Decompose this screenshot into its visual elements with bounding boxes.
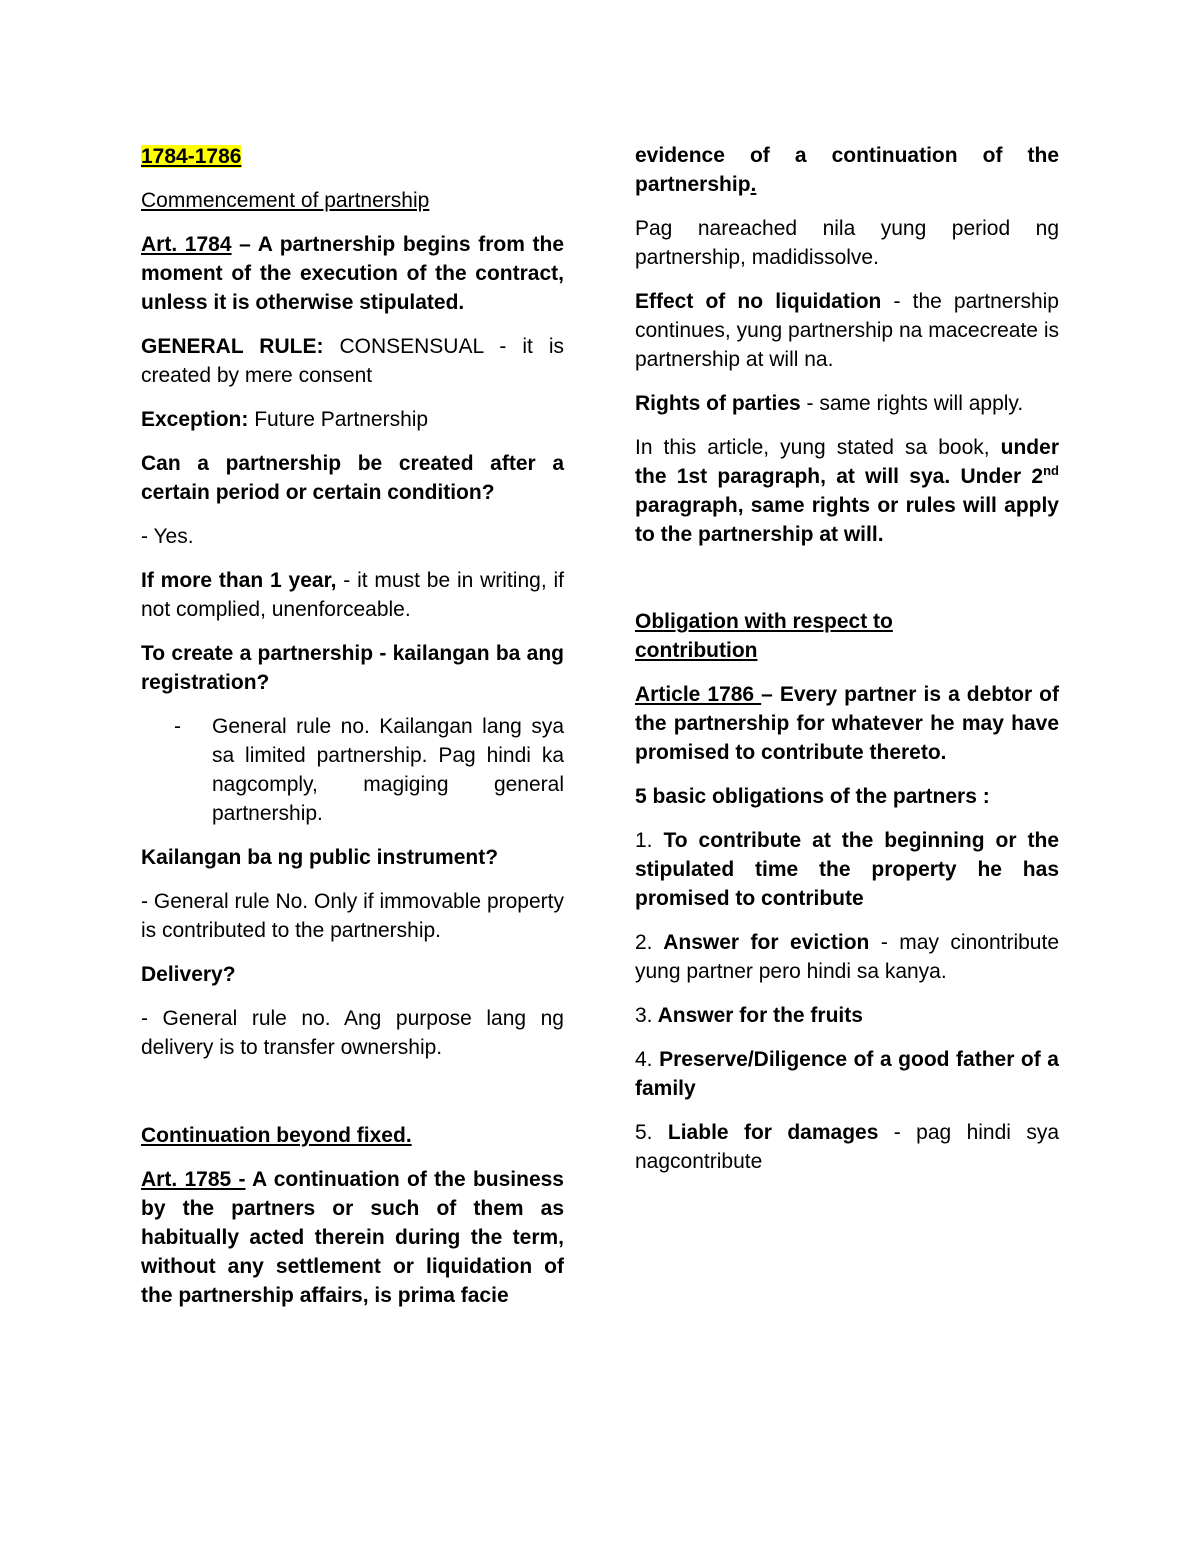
rights-of-parties xyxy=(635,389,1059,418)
article-explanation-bold-2: paragraph, same rights or rules will apply to the partnership at will. xyxy=(635,494,1059,546)
answer-period: - Yes. xyxy=(141,525,194,548)
article-1786-text: – Every partner is a debtor of the partnership for whatever he may have promised to contribute thereto. xyxy=(635,683,1059,764)
exception xyxy=(141,405,564,434)
obligation-label: Answer for the fruits xyxy=(652,1004,863,1027)
exception-text: Future Partnership xyxy=(248,408,429,431)
obligation-text: To contribute at the beginning or the stipulated time the property he has promised to contribute xyxy=(635,829,1059,910)
more-than-year-text: - it must be in writing, if not complied, unenforceable. xyxy=(141,569,564,621)
question-registration: To create a partnership - kailangan ba ang registration? xyxy=(141,642,564,694)
obligation-text: - may cinontribute yung partner pero hindi sa kanya. xyxy=(635,931,1059,983)
article-1785-period: . xyxy=(750,173,757,196)
general-rule-label: GENERAL RULE: xyxy=(141,335,324,358)
general-rule-text: CONSENSUAL - it is created by mere consent xyxy=(141,335,564,387)
article-explanation xyxy=(635,433,1059,549)
section-heading-commencement-text: Commencement of partnership xyxy=(141,189,430,212)
section-heading-obligation xyxy=(635,607,1059,665)
obligation-item-1 xyxy=(635,826,1059,913)
question-period: Can a partnership be created after a certain period or certain condition? xyxy=(141,452,564,504)
answer-registration-text: General rule no. Kailangan lang sya sa limited partnership. Pag hindi ka nagcomply, magiging general partnership. xyxy=(212,715,564,825)
rights-of-parties-label: Rights of parties xyxy=(635,392,801,415)
article-1785-continued xyxy=(635,141,1059,199)
ordinal-suffix: nd xyxy=(1043,463,1059,478)
exception-label: Exception: xyxy=(141,408,249,431)
obligation-item-3 xyxy=(635,1001,1059,1030)
obligation-number: 1. xyxy=(635,829,653,852)
basic-obligations-heading: 5 basic obligations of the partners : xyxy=(635,785,990,808)
section-heading-continuation xyxy=(141,1121,564,1150)
effect-no-liquidation-label: Effect of no liquidation xyxy=(635,290,882,313)
obligation-number: 4. xyxy=(635,1048,653,1071)
obligation-number: 3. xyxy=(635,1004,653,1027)
answer-public-instrument: - General rule No. Only if immovable property is contributed to the partnership. xyxy=(141,890,564,942)
obligation-label: Liable for damages xyxy=(652,1121,879,1144)
article-1784-label: Art. 1784 xyxy=(141,233,232,256)
article-1784-text: – A partnership begins from the moment of the execution of the contract, unless it is otherwise stipulated. xyxy=(141,233,565,314)
obligation-item-2 xyxy=(635,928,1059,986)
article-range-header xyxy=(141,142,564,171)
article-explanation-intro: In this article, yung stated sa book, xyxy=(635,436,1001,459)
pag-nareached: Pag nareached nila yung period ng partnership, madidissolve. xyxy=(635,217,1059,269)
question-delivery: Delivery? xyxy=(141,963,236,986)
general-rule xyxy=(141,332,564,390)
left-column xyxy=(141,142,564,1325)
question-public-instrument: Kailangan ba ng public instrument? xyxy=(141,846,499,869)
article-1785-continued-text: evidence of a continuation of the partnership xyxy=(635,144,1059,196)
obligation-label: Preserve/Diligence of a good father of a family xyxy=(635,1048,1059,1100)
section-heading-continuation-text: Continuation beyond fixed. xyxy=(141,1124,412,1147)
obligation-item-4 xyxy=(635,1045,1059,1103)
article-1785-text: A continuation of the business by the partners or such of them as habitually acted therein during the term, without any settlement or liquidation of the partnership affairs, is prima facie xyxy=(141,1168,564,1307)
section-heading-obligation-line-1: Obligation with respect to xyxy=(635,610,893,633)
rights-of-parties-text: - same rights will apply. xyxy=(800,392,1024,415)
right-column xyxy=(635,141,1059,1191)
answer-registration xyxy=(141,712,564,828)
obligation-number: 5. xyxy=(635,1121,653,1144)
spacer xyxy=(635,564,1059,607)
obligation-label: Answer for eviction xyxy=(652,931,870,954)
answer-delivery: - General rule no. Ang purpose lang ng delivery is to transfer ownership. xyxy=(141,1007,564,1059)
obligation-number: 2. xyxy=(635,931,653,954)
article-range-code: 1784-1786 xyxy=(141,145,242,168)
section-heading-obligation-line-2: contribution xyxy=(635,639,758,662)
effect-no-liquidation xyxy=(635,287,1059,374)
obligation-item-5 xyxy=(635,1118,1059,1176)
article-explanation-bold-1: under the 1st paragraph, at will sya. Under 2 xyxy=(635,436,1059,488)
article-1784 xyxy=(141,230,564,317)
obligation-text: - pag hindi sya nagcontribute xyxy=(635,1121,1059,1173)
more-than-year xyxy=(141,566,564,624)
list-dash: - xyxy=(174,715,181,738)
article-1785 xyxy=(141,1165,564,1310)
more-than-year-label: If more than 1 year, xyxy=(141,569,337,592)
article-1786 xyxy=(635,680,1059,767)
spacer xyxy=(141,1077,564,1121)
article-1786-label: Article 1786 xyxy=(635,683,762,706)
article-1785-dash: - xyxy=(238,1168,246,1191)
effect-no-liquidation-text: - the partnership continues, yung partnership na macecreate is partnership at will na. xyxy=(635,290,1059,371)
article-1785-label: Art. 1785 xyxy=(141,1168,239,1191)
section-heading-commencement xyxy=(141,186,564,215)
